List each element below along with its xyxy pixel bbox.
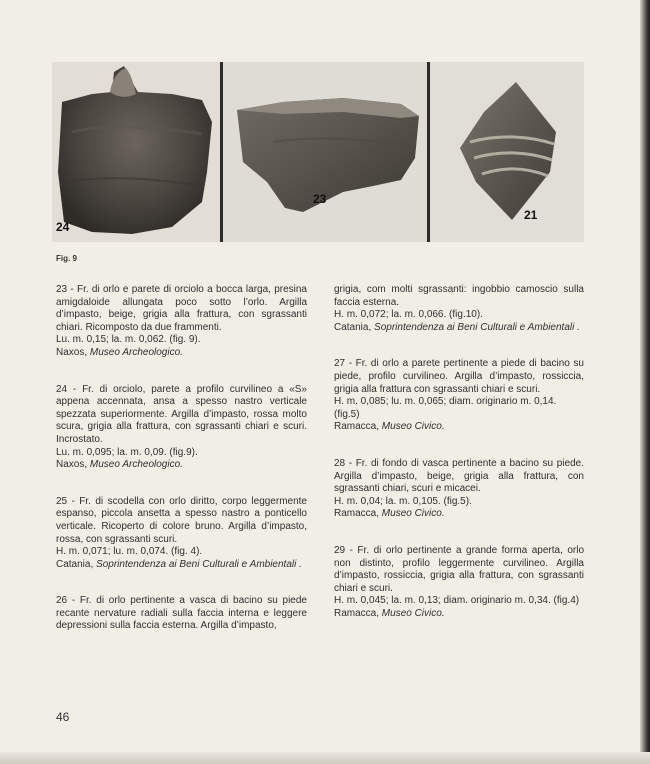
catalogue-entry-26 (56, 595, 307, 633)
entry-place: Ramacca, (334, 607, 380, 619)
entry-description: grigia, com molti sgrassanti: ingobbio camoscio sulla faccia esterna. (334, 284, 584, 308)
page-number: 46 (56, 710, 70, 724)
entry-place: Catania, (56, 558, 94, 570)
entry-museum: Museo Archeologico. (89, 459, 183, 471)
entry-description: 29 - Fr. di orlo pertinente a grande forma aperta, orlo non distinto, profilo leggermente curvilineo. Argilla d’impasto, rossiccia, grigia alla frattura, con sgrassanti chiari e scuri. (334, 544, 584, 594)
catalogue-entry-27 (334, 358, 584, 434)
page-bottom-edge (0, 752, 650, 764)
entry-description: 27 - Fr. di orlo a parete pertinente a piede di bacino su piede, profilo curvilineo. Argilla d’impasto, rossiccia, grigia alla frattura con sgrassanti chiari e scuri. (334, 358, 584, 395)
catalogue-entry-25 (56, 496, 307, 572)
entry-location (56, 559, 307, 572)
entry-description: 26 - Fr. di orlo pertinente a vasca di bacino su piede recante nervature radiali sulla faccia interna e leggere depressioni sulla faccia esterna. Argilla d’impasto, (56, 595, 307, 632)
left-column (56, 284, 307, 633)
entry-location (334, 322, 584, 335)
figure-number-23: 23 (313, 192, 327, 206)
photo-fragment-24 (52, 62, 220, 242)
catalogue-entry-28 (334, 458, 584, 521)
entry-dimensions: H. m. 0,071; lu. m. 0,074. (fig. 4). (56, 546, 203, 558)
entry-museum: Soprintendenza ai Beni Culturali e Ambientali . (374, 321, 580, 333)
entry-location (56, 347, 307, 360)
entry-location (56, 459, 307, 472)
right-column (334, 284, 584, 620)
entry-description: 24 - Fr. di orciolo, parete a profilo curvilineo a «S» appena accennata, ansa a spesso nastro verticale spezzata superiormente. Argilla d’impasto, rossa molto scura, grigia alla frattura, con sgrassanti chiari e scuri. Incrostato. (56, 383, 307, 445)
entry-location (334, 508, 584, 521)
entry-museum: Museo Archeologico. (89, 346, 183, 358)
catalogue-entry-23 (56, 284, 307, 360)
photo-fragment-23 (223, 62, 427, 242)
entry-dimensions: H. m. 0,04; la. m. 0,105. (fig.5). (334, 495, 472, 507)
entry-place: Naxos, (56, 346, 88, 358)
entry-museum: Museo Civico. (381, 421, 445, 433)
catalogue-entry-24 (56, 384, 307, 472)
figure-plate (52, 62, 584, 242)
catalogue-entry-26-continued (334, 284, 584, 334)
entry-museum: Museo Civico. (381, 607, 445, 619)
entry-place: Naxos, (56, 459, 88, 471)
page-binding-edge (640, 0, 650, 764)
catalogue-entry-29 (334, 545, 584, 621)
entry-dimensions: H. m. 0,085; lu. m. 0,065; diam. originario m. 0,14. (fig.5) (334, 396, 557, 420)
entry-dimensions: H. m. 0,045; la. m. 0,13; diam. originario m. 0,34. (fig.4) (334, 595, 580, 607)
entry-location (334, 421, 584, 434)
entry-place: Catania, (334, 321, 372, 333)
entry-description: 28 - Fr. di fondo di vasca pertinente a bacino su piede. Argilla d’impasto, beige, grigia alla frattura, con sgrassanti chiari, scuri e micacei. (334, 457, 584, 495)
entry-place: Ramacca, (334, 421, 380, 433)
entry-dimensions: Lu. m. 0,095; la. m. 0,09. (fig.9). (56, 446, 198, 458)
entry-museum: Museo Civico. (381, 508, 445, 520)
entry-place: Ramacca, (334, 508, 380, 520)
entry-museum: Soprintendenza ai Beni Culturali e Ambientali . (96, 558, 302, 570)
entry-description: 23 - Fr. di orlo e parete di orciolo a bocca larga, presina amigdaloide allungata poco sotto l’orlo. Argilla d’impasto, beige, grigia alla frattura, con sgrassanti chiari. Ricomposto da due frammenti. (56, 284, 307, 333)
figure-number-24: 24 (56, 220, 70, 234)
figure-number-21: 21 (524, 208, 538, 222)
entry-description: 25 - Fr. di scodella con orlo diritto, corpo leggermente espanso, piccola ansetta a spesso nastro a ponticello verticale. Ricoperto di colore bruno. Argilla d’impasto, rossa, con sgrassanti scuri. (56, 495, 307, 545)
figure-caption: Fig. 9 (56, 254, 77, 263)
entry-dimensions: Lu. m. 0,15; la. m. 0,062. (fig. 9). (56, 334, 201, 346)
photo-fragment-21 (430, 62, 584, 242)
entry-dimensions: H. m. 0,072; la. m. 0,066. (fig.10). (334, 309, 483, 321)
entry-location (334, 608, 584, 621)
